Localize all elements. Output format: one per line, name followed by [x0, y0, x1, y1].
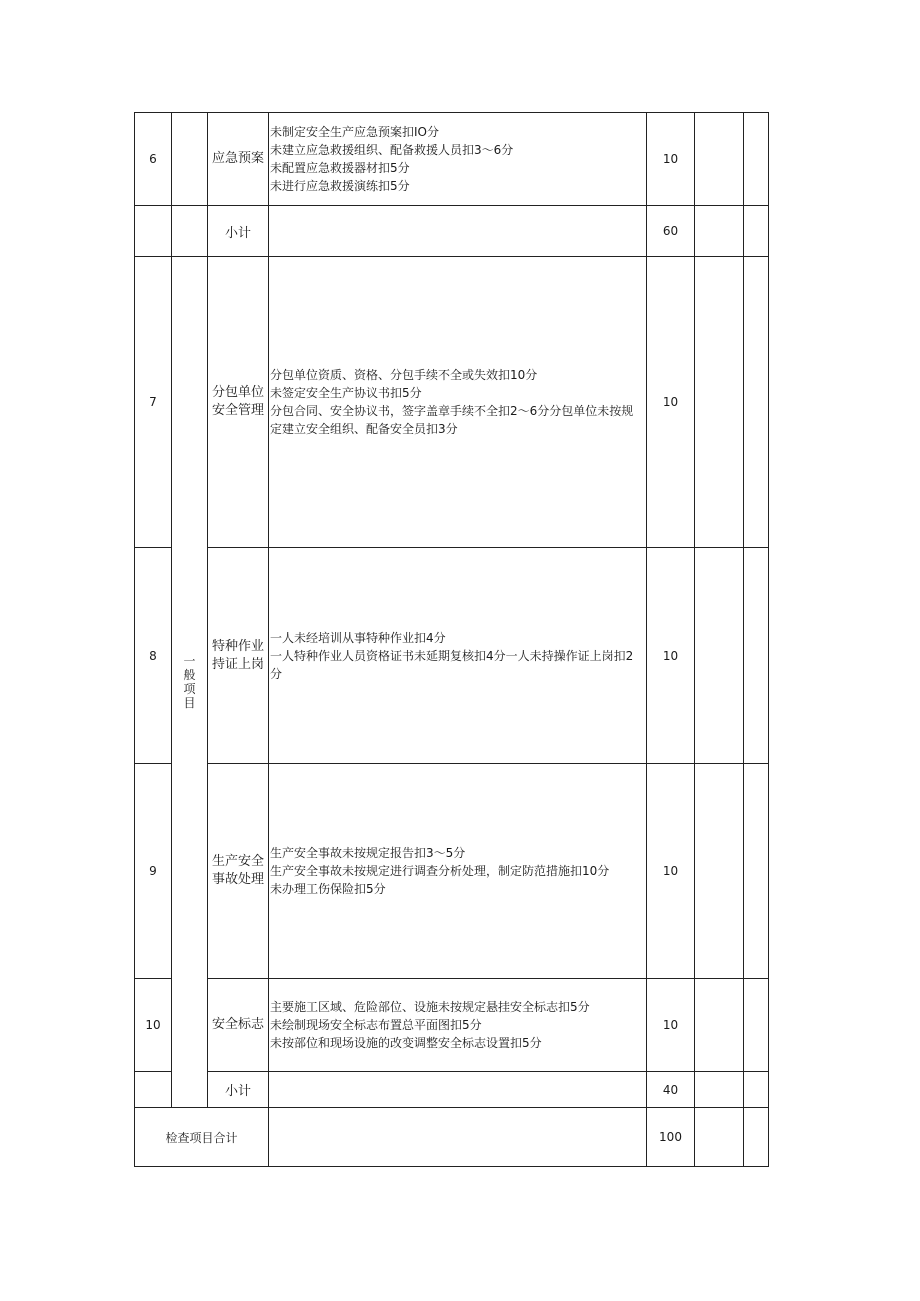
rule-line: 未办理工伤保险扣5分: [270, 882, 386, 896]
empty-cell: [744, 1072, 769, 1108]
rule-line: 一人特种作业人员资格证书未延期复核扣4分一人未持操作证上岗扣2分: [270, 648, 634, 681]
subtotal-row: [135, 1072, 769, 1108]
deduction-rules: [269, 548, 647, 764]
actual-score-cell: [744, 113, 769, 206]
row-number: 9: [135, 764, 172, 979]
empty-cell: [695, 206, 744, 257]
category-cell-top-cont: [172, 206, 208, 257]
score: 10: [647, 764, 695, 979]
empty-cell: [269, 1108, 647, 1167]
subtotal-row: [135, 206, 769, 257]
table-row: [135, 979, 769, 1072]
rule-line: 未按部位和现场设施的改变调整安全标志设置扣5分: [270, 1036, 542, 1050]
deducted-cell: [695, 764, 744, 979]
deduction-rules: [269, 764, 647, 979]
empty-cell: [269, 1072, 647, 1108]
deducted-cell: [695, 548, 744, 764]
deduction-rules: [269, 257, 647, 548]
actual-score-cell: [744, 979, 769, 1072]
subtotal-score: 60: [647, 206, 695, 257]
total-label: 检查项目合计: [135, 1108, 269, 1167]
rule-line: 未制定安全生产应急预案扣IO分: [270, 125, 439, 139]
empty-cell: [695, 1072, 744, 1108]
rule-line: 未配置应急救援器材扣5分: [270, 161, 410, 175]
table-row: [135, 548, 769, 764]
deducted-cell: [695, 113, 744, 206]
deduction-rules: [269, 113, 647, 206]
total-row: [135, 1108, 769, 1167]
row-number: 10: [135, 979, 172, 1072]
rule-line: 一人未经培训从事特种作业扣4分: [270, 630, 446, 645]
actual-score-cell: [744, 257, 769, 548]
subtotal-label: 小计: [208, 1072, 269, 1108]
row-number: 8: [135, 548, 172, 764]
table-row: [135, 113, 769, 206]
empty-cell: [744, 1108, 769, 1167]
score: 10: [647, 113, 695, 206]
item-name: 安全标志: [208, 979, 269, 1072]
category-general-items: 一 般 项 目: [172, 257, 208, 1108]
rule-line: 生产安全事故未按规定报告扣3～5分: [270, 846, 466, 860]
rule-line: 分包合同、安全协议书，签字盖章手续不全扣2～6分分包单位未按规定建立安全组织、配备安全员扣3分: [270, 404, 634, 436]
subtotal-label: 小计: [208, 206, 269, 257]
table-row: [135, 257, 769, 548]
deducted-cell: [695, 979, 744, 1072]
empty-cell: [744, 206, 769, 257]
deduction-rules: [269, 979, 647, 1072]
rule-line: 生产安全事故未按规定进行调查分析处理，制定防范措施扣10分: [270, 864, 610, 878]
empty-cell: [135, 1072, 172, 1108]
category-cell-top: [172, 113, 208, 206]
item-name: 应急预案: [208, 113, 269, 206]
item-name: 特种作业持证上岗: [208, 548, 269, 764]
rule-line: 未签定安全生产协议书扣5分: [270, 386, 422, 400]
actual-score-cell: [744, 548, 769, 764]
item-name: 分包单位安全管理: [208, 257, 269, 548]
empty-cell: [695, 1108, 744, 1167]
score: 10: [647, 979, 695, 1072]
row-number: 6: [135, 113, 172, 206]
deducted-cell: [695, 257, 744, 548]
rule-line: 分包单位资质、资格、分包手续不全或失效扣10分: [270, 368, 538, 382]
subtotal-score: 40: [647, 1072, 695, 1108]
rule-line: 未建立应急救援组织、配备救援人员扣3～6分: [270, 143, 514, 157]
total-score: 100: [647, 1108, 695, 1167]
table-row: [135, 764, 769, 979]
empty-cell: [269, 206, 647, 257]
rule-line: 主要施工区域、危险部位、设施未按规定悬挂安全标志扣5分: [270, 1000, 590, 1014]
row-number: 7: [135, 257, 172, 548]
inspection-table: [134, 112, 769, 1167]
item-name: 生产安全事故处理: [208, 764, 269, 979]
empty-cell: [135, 206, 172, 257]
rule-line: 未进行应急救援演练扣5分: [270, 179, 410, 193]
actual-score-cell: [744, 764, 769, 979]
score: 10: [647, 548, 695, 764]
rule-line: 未绘制现场安全标志布置总平面图扣5分: [270, 1018, 482, 1032]
score: 10: [647, 257, 695, 548]
